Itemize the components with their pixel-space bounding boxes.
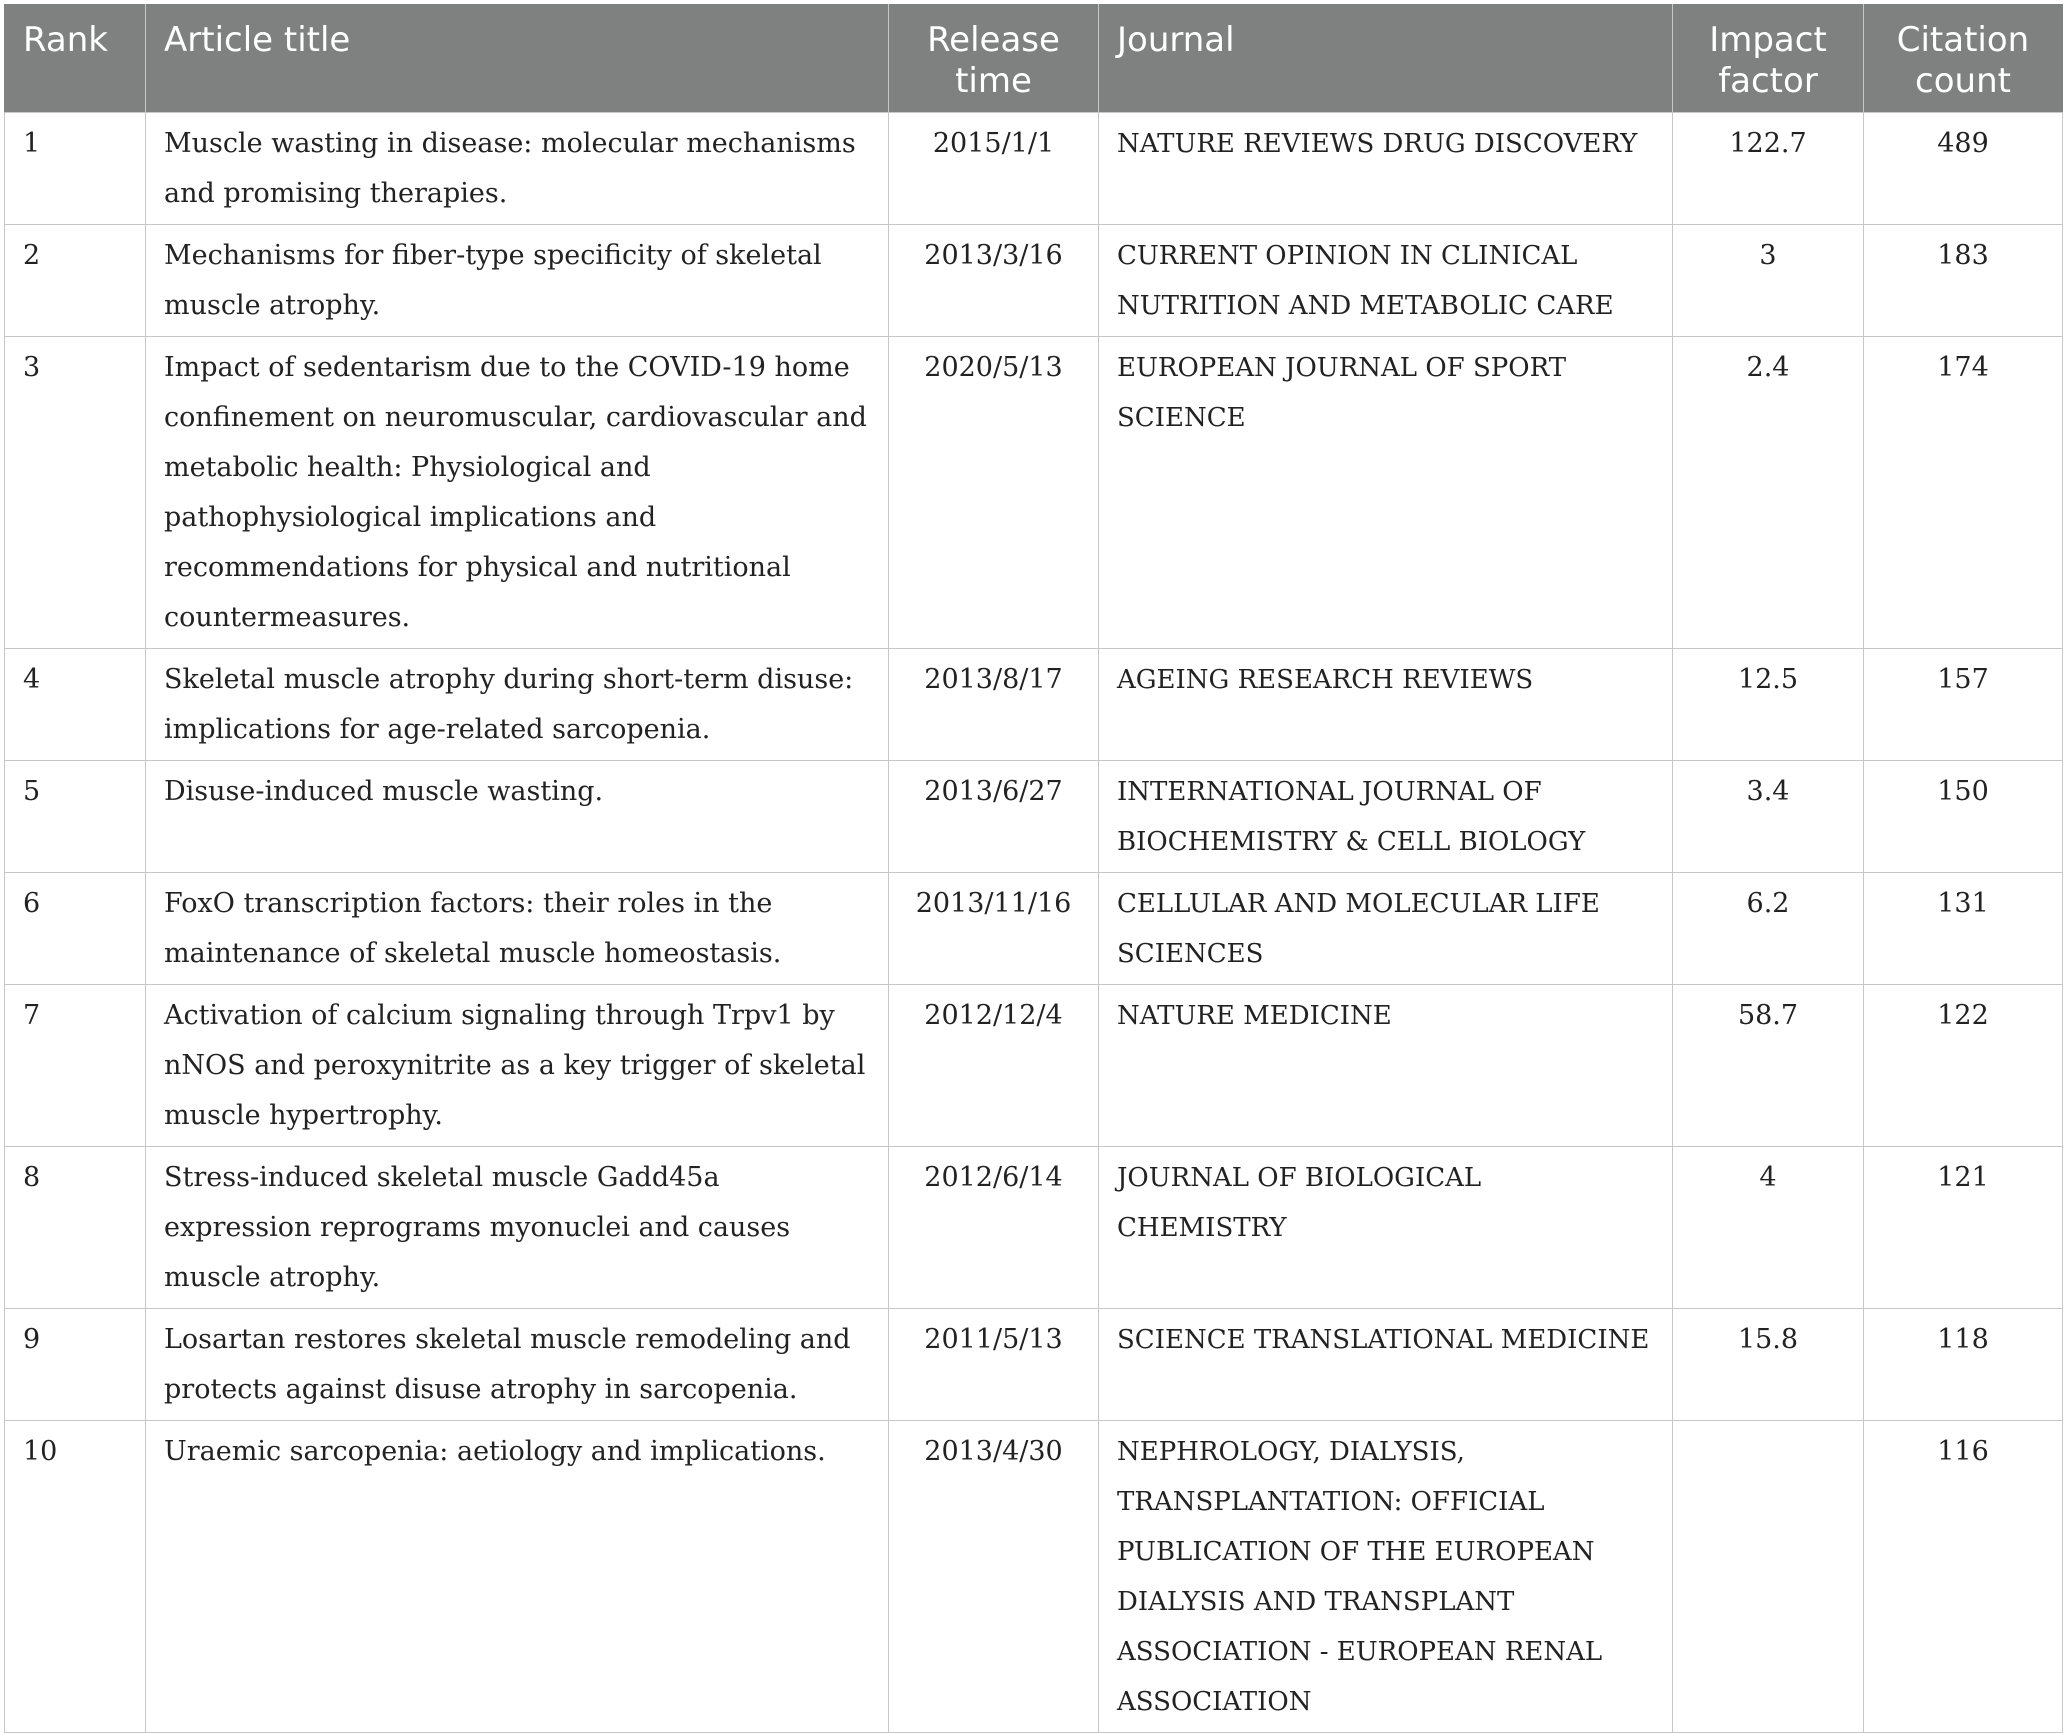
table-row [5,872,2063,984]
cell-journal: SCIENCE TRANSLATIONAL MEDICINE [1099,1308,1673,1420]
cell-journal: INTERNATIONAL JOURNAL OF BIOCHEMISTRY & CELL BIOLOGY [1099,760,1673,872]
articles-table-container [4,4,2062,1733]
cell-citation-count: 150 [1864,760,2063,872]
cell-journal: EUROPEAN JOURNAL OF SPORT SCIENCE [1099,336,1673,648]
cell-article-title: Stress-induced skeletal muscle Gadd45a expression reprograms myonuclei and causes muscle atrophy. [146,1146,889,1308]
header-citation-count: Citation count [1864,4,2063,112]
cell-impact-factor: 3.4 [1673,760,1864,872]
cell-release-time: 2013/8/17 [889,648,1099,760]
table-row [5,224,2063,336]
cell-citation-count: 116 [1864,1420,2063,1732]
cell-rank: 1 [5,112,146,224]
cell-journal: CURRENT OPINION IN CLINICAL NUTRITION AND METABOLIC CARE [1099,224,1673,336]
header-article-title: Article title [146,4,889,112]
cell-article-title: Skeletal muscle atrophy during short-term disuse: implications for age-related sarcopenia. [146,648,889,760]
table-row [5,336,2063,648]
cell-rank: 4 [5,648,146,760]
cell-citation-count: 157 [1864,648,2063,760]
table-body [5,112,2063,1732]
cell-article-title: Losartan restores skeletal muscle remodeling and protects against disuse atrophy in sarcopenia. [146,1308,889,1420]
cell-rank: 3 [5,336,146,648]
cell-citation-count: 131 [1864,872,2063,984]
cell-journal: JOURNAL OF BIOLOGICAL CHEMISTRY [1099,1146,1673,1308]
cell-citation-count: 174 [1864,336,2063,648]
cell-citation-count: 489 [1864,112,2063,224]
cell-impact-factor: 12.5 [1673,648,1864,760]
cell-citation-count: 118 [1864,1308,2063,1420]
table-row [5,984,2063,1146]
top-cited-articles-table [4,4,2063,1733]
cell-rank: 5 [5,760,146,872]
cell-release-time: 2013/6/27 [889,760,1099,872]
cell-release-time: 2013/11/16 [889,872,1099,984]
table-row [5,648,2063,760]
cell-release-time: 2012/6/14 [889,1146,1099,1308]
table-header-row [5,4,2063,112]
table-row [5,112,2063,224]
cell-rank: 2 [5,224,146,336]
header-release-time: Release time [889,4,1099,112]
cell-impact-factor: 4 [1673,1146,1864,1308]
table-row [5,1308,2063,1420]
cell-impact-factor: 3 [1673,224,1864,336]
cell-impact-factor: 2.4 [1673,336,1864,648]
cell-impact-factor: 15.8 [1673,1308,1864,1420]
cell-article-title: Muscle wasting in disease: molecular mechanisms and promising therapies. [146,112,889,224]
cell-journal: AGEING RESEARCH REVIEWS [1099,648,1673,760]
cell-release-time: 2020/5/13 [889,336,1099,648]
cell-article-title: Activation of calcium signaling through Trpv1 by nNOS and peroxynitrite as a key trigger of skeletal muscle hypertrophy. [146,984,889,1146]
header-rank: Rank [5,4,146,112]
cell-release-time: 2015/1/1 [889,112,1099,224]
table-row [5,1146,2063,1308]
cell-journal: NATURE MEDICINE [1099,984,1673,1146]
cell-rank: 9 [5,1308,146,1420]
cell-citation-count: 122 [1864,984,2063,1146]
cell-release-time: 2012/12/4 [889,984,1099,1146]
cell-journal: CELLULAR AND MOLECULAR LIFE SCIENCES [1099,872,1673,984]
cell-release-time: 2011/5/13 [889,1308,1099,1420]
cell-release-time: 2013/3/16 [889,224,1099,336]
cell-impact-factor: 6.2 [1673,872,1864,984]
cell-citation-count: 121 [1864,1146,2063,1308]
cell-article-title: Uraemic sarcopenia: aetiology and implications. [146,1420,889,1732]
cell-rank: 8 [5,1146,146,1308]
cell-journal: NATURE REVIEWS DRUG DISCOVERY [1099,112,1673,224]
cell-article-title: Mechanisms for fiber-type specificity of skeletal muscle atrophy. [146,224,889,336]
cell-article-title: Impact of sedentarism due to the COVID-19 home confinement on neuromuscular, cardiovascular and metabolic health: Physiological and pathophysiological implications and recommendations for physical and nutritional countermeasures. [146,336,889,648]
cell-rank: 6 [5,872,146,984]
cell-citation-count: 183 [1864,224,2063,336]
cell-journal: NEPHROLOGY, DIALYSIS, TRANSPLANTATION: OFFICIAL PUBLICATION OF THE EUROPEAN DIALYSIS AND TRANSPLANT ASSOCIATION - EUROPEAN RENAL ASSOCIATION [1099,1420,1673,1732]
cell-article-title: FoxO transcription factors: their roles in the maintenance of skeletal muscle homeostasis. [146,872,889,984]
cell-release-time: 2013/4/30 [889,1420,1099,1732]
cell-impact-factor [1673,1420,1864,1732]
cell-rank: 10 [5,1420,146,1732]
cell-impact-factor: 122.7 [1673,112,1864,224]
table-row [5,1420,2063,1732]
cell-rank: 7 [5,984,146,1146]
header-journal: Journal [1099,4,1673,112]
table-row [5,760,2063,872]
cell-article-title: Disuse-induced muscle wasting. [146,760,889,872]
header-impact-factor: Impact factor [1673,4,1864,112]
cell-impact-factor: 58.7 [1673,984,1864,1146]
